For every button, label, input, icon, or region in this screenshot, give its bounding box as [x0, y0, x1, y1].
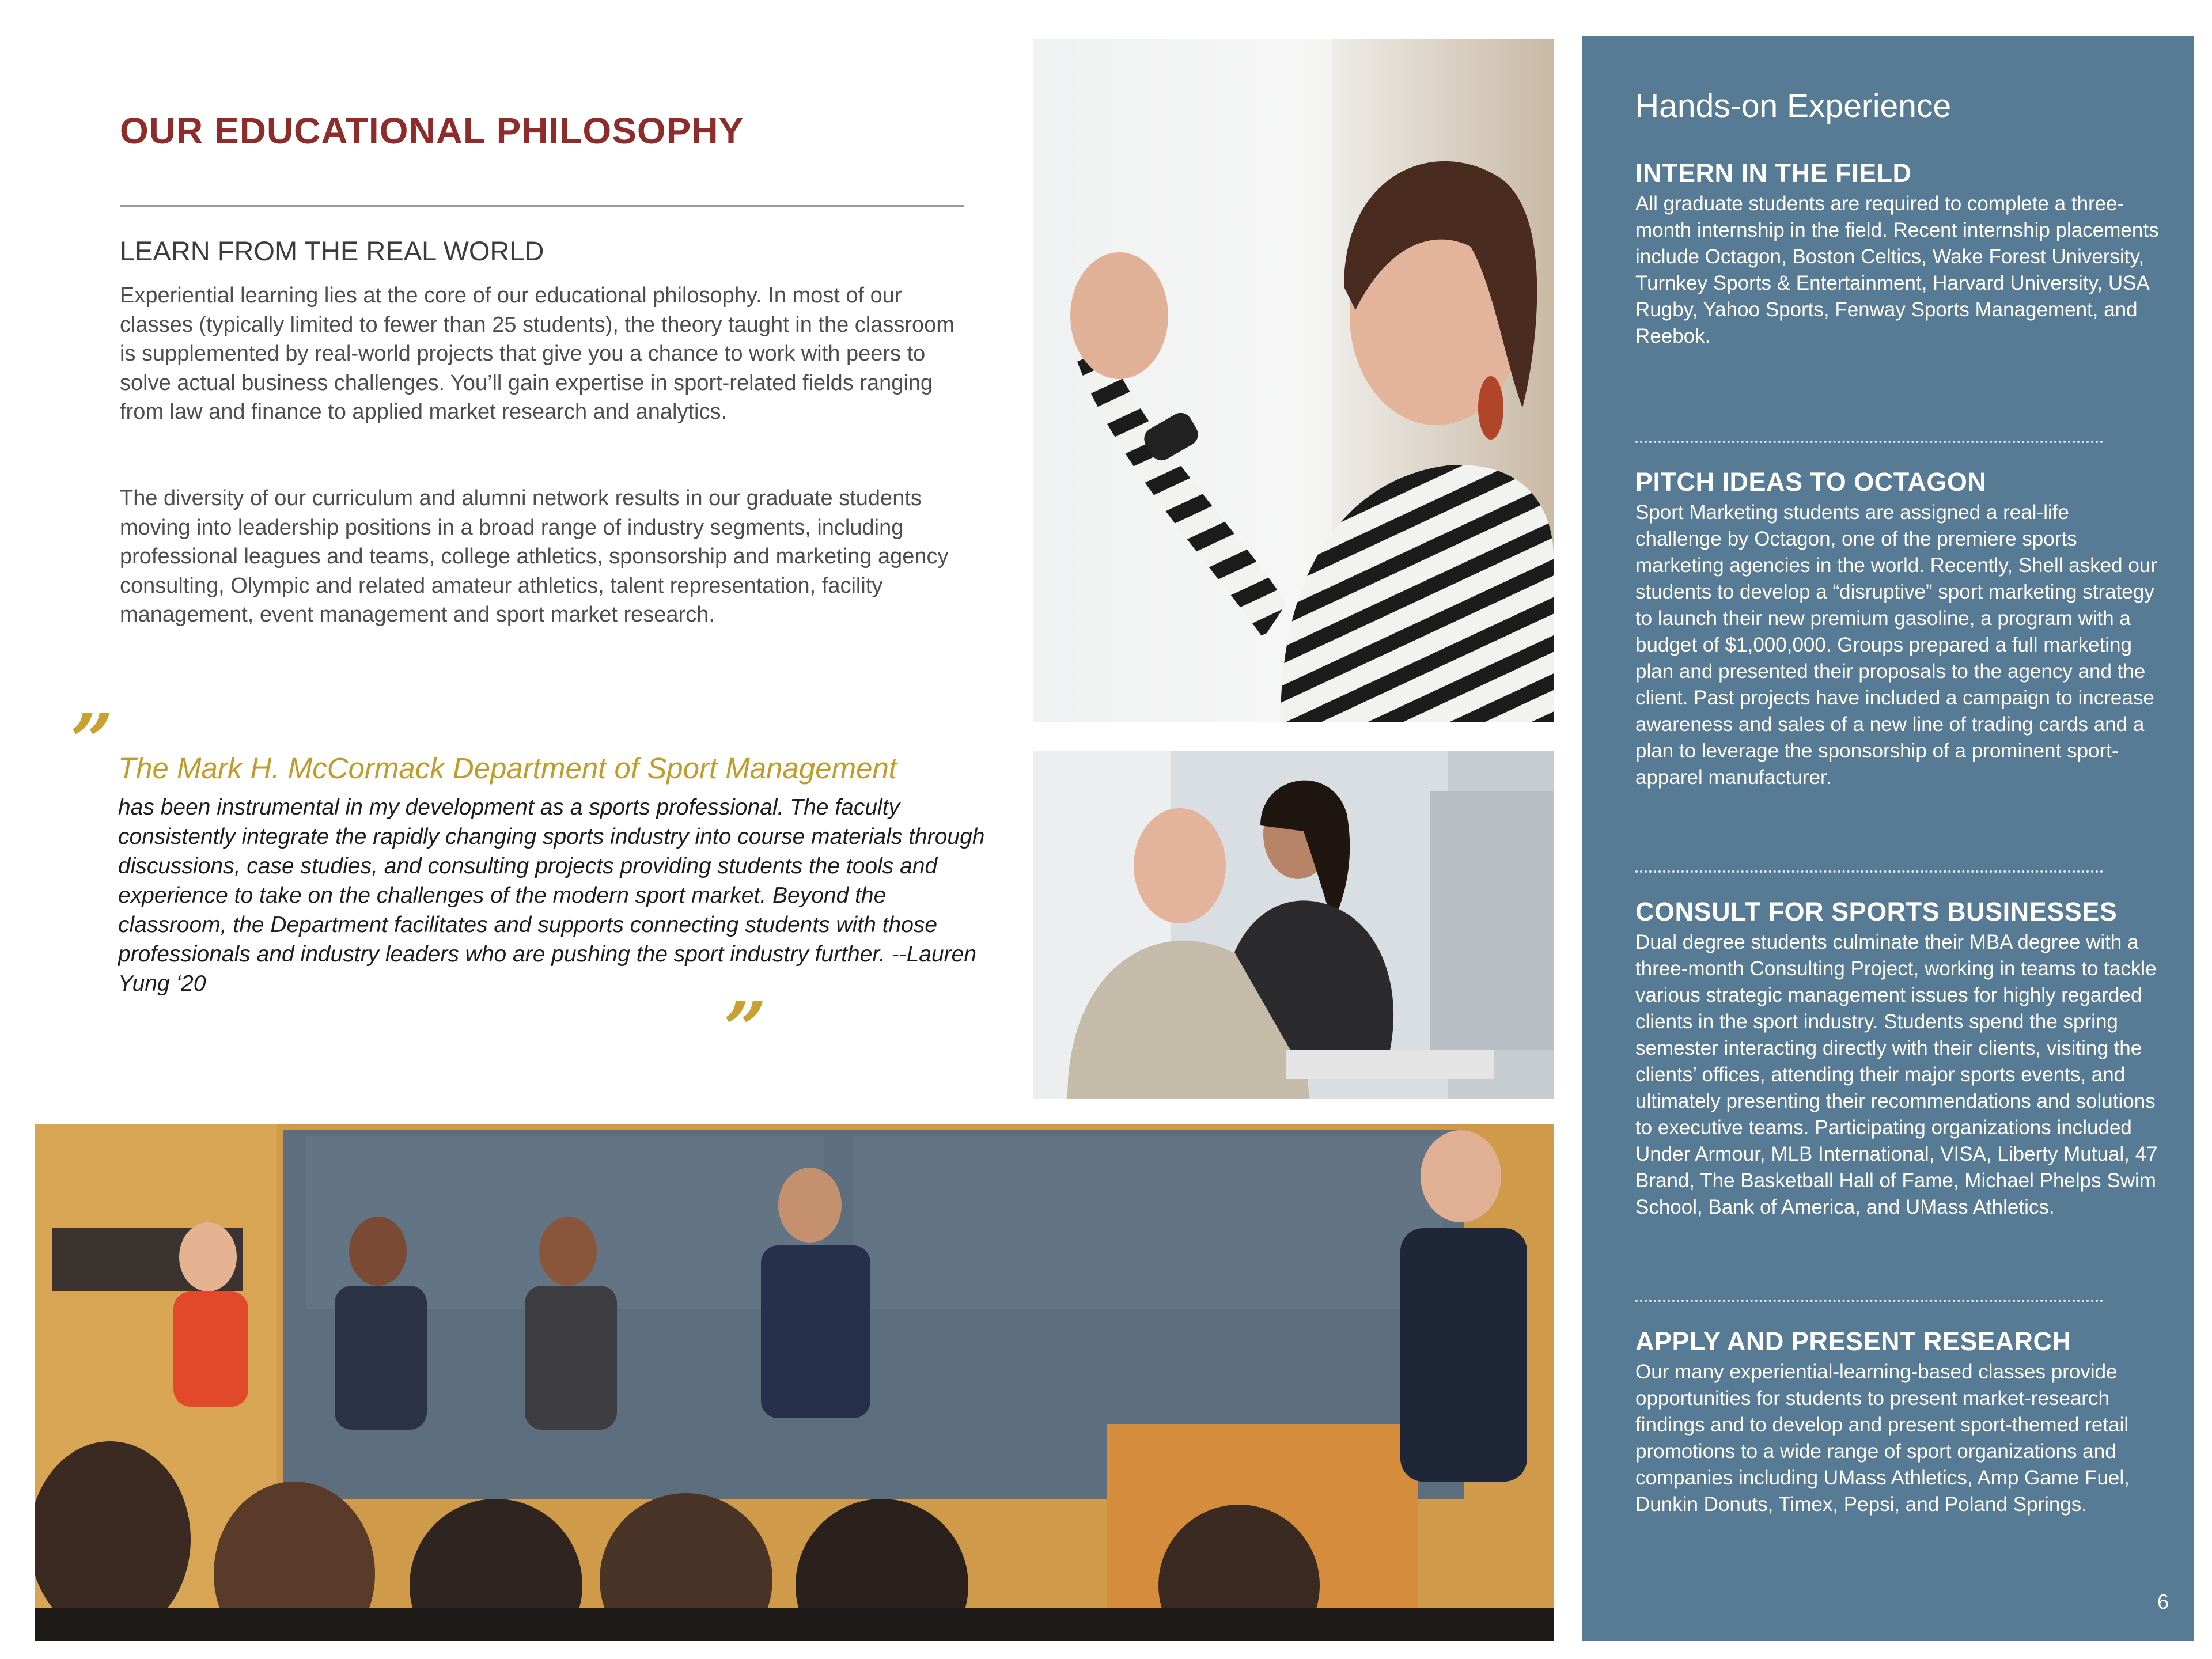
- heading-divider: [120, 205, 964, 207]
- section-heading: LEARN FROM THE REAL WORLD: [120, 236, 544, 266]
- quote-text: has been instrumental in my development as a sports professional. The faculty consistently integrate the rapidly changing sports industry into course materials through discussions, case studies, and consulting projects providing students the tools and experience to take on the challenges of the modern sport market. Beyond the classroom, the Department facilitates and supports connecting students with those professionals and industry leaders who are pushing the sport industry further. --Lauren Yung ‘20: [118, 795, 985, 996]
- teacher-whiteboard-photo: [1033, 39, 1554, 722]
- students-computer-photo: [1033, 751, 1554, 1099]
- sidebar-section-body: Our many experiential-learning-based classes provide opportunities for students to present market-research findings and to develop and present sport-themed retail promotions to a wide range of sport organizations and companies including UMass Athletics, Amp Game Fuel, Dunkin Donuts, Timex, Pepsi, and Poland Springs.: [1635, 1361, 2130, 1516]
- panel-discussion-photo: [35, 1124, 1554, 1641]
- body-paragraph-2: The diversity of our curriculum and alumni network results in our graduate students moving into leadership positions in a broad range of industry segments, including professional leagues and teams, college athletics, sponsorship and marketing agency consulting, Olympic and related amateur athletics, talent representation, facility management, event management and sport market research.: [120, 486, 949, 627]
- open-quote-icon: ”: [70, 697, 113, 785]
- close-quote-icon: ”: [724, 985, 767, 1073]
- sidebar-section-consult: [1635, 897, 2160, 1221]
- sidebar-title: Hands-on Experience: [1635, 88, 1952, 124]
- page-number: 6: [2157, 1590, 2169, 1613]
- quote-source: The Mark H. McCormack Department of Sport Management: [118, 752, 897, 785]
- sidebar-section-heading: CONSULT FOR SPORTS BUSINESSES: [1635, 897, 2118, 926]
- dotted-divider: [1635, 441, 2103, 443]
- hands-on-experience-sidebar: [1582, 36, 2194, 1641]
- sidebar-section-heading: INTERN IN THE FIELD: [1635, 158, 1912, 188]
- sidebar-section-body: Dual degree students culminate their MBA degree with a three-month Consulting Project, working in teams to tackle various strategic management issues for highly regarded clients in the sport industry. Students spend the spring semester interacting directly with their clients, visiting the clients’ offices, attending their major sports events, and ultimately presenting their recommendations and solutions to executive teams. Participating organizations included Under Armour, MLB International, VISA, Liberty Mutual, 47 Brand, The Basketball Hall of Fame, Michael Phelps Swim School, Bank of America, and UMass Athletics.: [1635, 931, 2158, 1218]
- sidebar-section-heading: APPLY AND PRESENT RESEARCH: [1635, 1327, 2071, 1356]
- page-heading: OUR EDUCATIONAL PHILOSOPHY: [120, 110, 744, 151]
- sidebar-section-body: All graduate students are required to complete a three-month internship in the field. Recent internship placements include Octagon, Boston Celtics, Wake Forest University, Turnkey Sports & Entertainment, Harvard University, USA Rugby, Yahoo Sports, Fenway Sports Management, and Reebok.: [1635, 192, 2159, 347]
- dotted-divider: [1635, 1300, 2103, 1302]
- sidebar-section-octagon: [1635, 467, 2160, 791]
- sidebar-section-research: [1635, 1327, 2160, 1518]
- sidebar-section-internship: [1635, 158, 2160, 350]
- sidebar-section-heading: PITCH IDEAS TO OCTAGON: [1635, 467, 1987, 497]
- body-paragraph-1: Experiential learning lies at the core of our educational philosophy. In most of our classes (typically limited to fewer than 25 students), the theory taught in the classroom is supplemented by real-world projects that give you a chance to work with peers to solve actual business challenges. You’ll gain expertise in sport-related fields ranging from law and finance to applied market research and analytics.: [120, 283, 955, 424]
- sidebar-section-body: Sport Marketing students are assigned a real-life challenge by Octagon, one of the premiere sports marketing agencies in the world. Recently, Shell asked our students to develop a “disruptive” sport marketing strategy to launch their new premium gasoline, a program with a budget of $1,000,000. Groups prepared a full marketing plan and presented their proposals to the agency and the client. Past projects have included a campaign to increase awareness and sales of a new line of trading cards and a plan to leverage the sponsorship of a prominent sport-apparel manufacturer.: [1635, 501, 2157, 789]
- dotted-divider: [1635, 870, 2103, 873]
